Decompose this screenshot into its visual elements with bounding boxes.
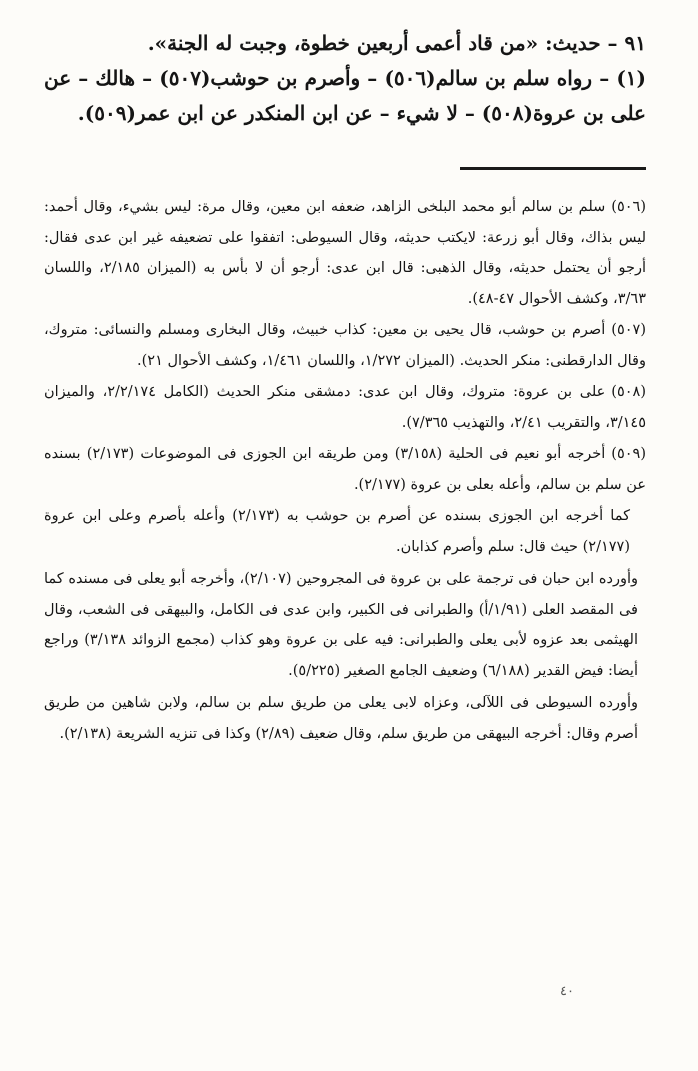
footnote-number: (٥٠٩) [611, 446, 646, 462]
footnote-number: (٥٠٧) [611, 322, 646, 338]
footnote-divider [460, 167, 646, 170]
hadith-title: ٩١ – حديث: «من قاد أعمى أربعين خطوة، وجبت له الجنة». [147, 31, 646, 55]
footnote-509 [44, 439, 646, 500]
footnote-507 [44, 315, 646, 376]
footnote-506 [44, 192, 646, 314]
footnote-number: (٥٠٦) [611, 199, 646, 215]
footnote-text: على بن عروة: متروك، وقال ابن عدى: دمشقى منكر الحديث (الكامل ٢/٢/١٧٤، والميزان ٣/١٤٥، والتقريب ٢/٤١، والتهذيب ٧/٣٦٥). [44, 384, 646, 431]
page-number: ٤٠ [560, 984, 574, 999]
footnote-text: أخرجه أبو نعيم فى الحلية (٣/١٥٨) ومن طريقه ابن الجوزى فى الموضوعات (٢/١٧٣) بسنده عن سلم بن سالم، وأعله بعلى بن عروة (٢/١٧٧). [44, 446, 646, 493]
footnote-508 [44, 377, 646, 438]
footnote-text: أصرم بن حوشب، قال يحيى بن معين: كذاب خبيث، وقال البخارى ومسلم والنسائى: متروك، وقال الدارقطنى: منكر الحديث. (الميزان ١/٢٧٢، واللسان ١/٤٦١، وكشف الأحوال ٢١). [44, 322, 646, 369]
footnote-paragraph-ibn-hibban: وأورده ابن حبان فى ترجمة على بن عروة فى المجروحين (٢/١٠٧)، وأخرجه أبو يعلى فى مسنده كما فى المقصد العلى (١/٩١/أ) والطبرانى فى الكبير، وابن عدى فى الكامل، والبيهقى فى الشعب، وقال الهيثمى بعد عزوه لأبى يعلى والطبرانى: فيه على بن عروة وهو كذاب (مجمع الزوائد ٣/١٣٨) وراجع أيضا: فيض القدير (٦/١٨٨) وضعيف الجامع الصغير (٥/٢٢٥). [44, 571, 639, 679]
footnote-509-continuation: كما أخرجه ابن الجوزى بسنده عن أصرم بن حوشب به (٢/١٧٣) وأعله بأصرم وعلى ابن عروة (٢/١٧٧) حيث قال: سلم وأصرم كذابان. [44, 508, 630, 555]
hadith-text [44, 26, 646, 131]
footnote-number: (٥٠٨) [611, 384, 646, 400]
hadith-narration: (١) – رواه سلم بن سالم(٥٠٦) – وأصرم بن حوشب(٥٠٧) – هالك – عن على بن عروة(٥٠٨) – لا شيء – عن ابن المنكدر عن ابن عمر(٥٠٩). [44, 66, 647, 125]
footnote-paragraph-suyuti: وأورده السيوطى فى اللآلى، وعزاه لابى يعلى من طريق سلم بن سالم، ولابن شاهين من طريق أصرم وقال: أخرجه البيهقى من طريق سلم، وقال ضعيف (٢/٨٩) وكذا فى تنزيه الشريعة (٢/١٣٨). [44, 695, 638, 742]
footnotes [44, 192, 646, 749]
footnote-text: سلم بن سالم أبو محمد البلخى الزاهد، ضعفه ابن معين، وقال مرة: ليس بشيء، وقال أحمد: ليس بذاك، وقال أبو زرعة: لايكتب حديثه، وقال السيوطى: اتفقوا على تضعيفه غير ابن عدى فقال: أرجو أن يحتمل حديثه، وقال الذهبى: قال ابن عدى: أرجو أن لا بأس به (الميزان ٢/١٨٥، واللسان ٣/٦٣، وكشف الأحوال ٤٧-٤٨). [44, 199, 646, 307]
